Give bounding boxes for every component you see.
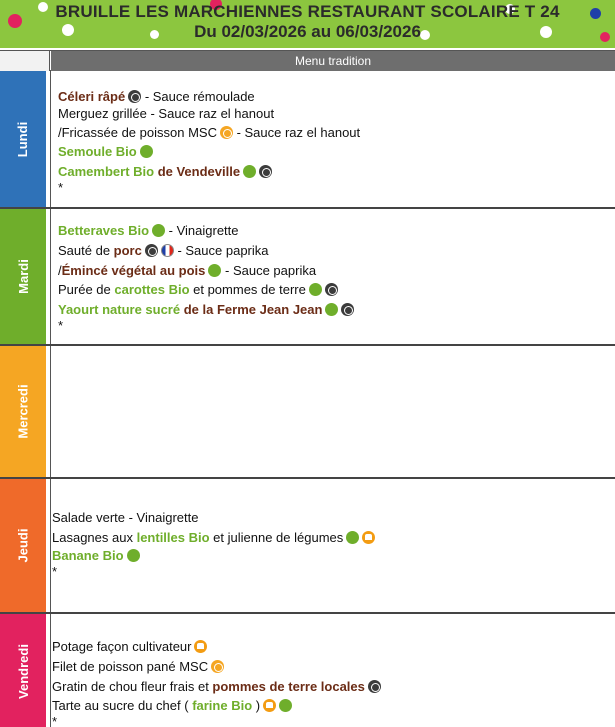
day-gap xyxy=(46,346,51,477)
dish-sauce: - Sauce paprika xyxy=(173,243,269,258)
dish-name: Sauté de xyxy=(58,243,114,258)
day-row-vendredi xyxy=(0,614,615,727)
menu-item xyxy=(52,510,198,526)
day-row-lundi xyxy=(0,71,615,209)
dish-name: Yaourt nature sucré xyxy=(58,302,181,317)
menu-note: * xyxy=(52,714,58,727)
fait-maison-icon xyxy=(263,699,276,712)
header-banner xyxy=(0,0,615,48)
dish-ingredient: lentilles Bio xyxy=(136,530,210,545)
menu-item xyxy=(52,548,140,564)
dish-name-rest: et julienne de légumes xyxy=(209,530,344,545)
day-tab-jeudi xyxy=(0,479,46,612)
bio-label-icon xyxy=(243,165,256,178)
day-gap xyxy=(46,614,51,727)
day-label: Vendredi xyxy=(15,643,31,699)
day-gap xyxy=(46,479,51,612)
bio-label-icon xyxy=(279,699,292,712)
dish-name: Purée de xyxy=(58,282,115,297)
day-label: Lundi xyxy=(15,121,31,157)
day-label: Mardi xyxy=(15,259,31,294)
menu-item xyxy=(58,282,338,298)
bio-label-icon xyxy=(309,283,322,296)
menu-item xyxy=(52,679,381,695)
header-corner xyxy=(0,51,50,71)
menu-note: * xyxy=(58,318,64,333)
day-tab-vendredi xyxy=(0,614,46,727)
bio-label-icon xyxy=(346,531,359,544)
bio-label-icon xyxy=(127,549,140,562)
dish-ingredient: carottes Bio xyxy=(114,282,190,297)
dish-name: Gratin de chou fleur frais et xyxy=(52,679,213,694)
day-tab-lundi xyxy=(0,71,46,207)
local-product-icon xyxy=(341,303,354,316)
day-body-vendredi xyxy=(52,614,611,727)
dish-origin: de la Ferme Jean Jean xyxy=(180,302,323,317)
local-product-icon xyxy=(128,90,141,103)
menu-item xyxy=(52,698,292,714)
menu-item xyxy=(52,639,207,655)
dish-name: Semoule Bio xyxy=(58,144,137,159)
day-body-mardi xyxy=(58,209,611,344)
day-gap xyxy=(46,209,51,344)
dish-sauce: - Sauce rémoulade xyxy=(141,89,255,104)
local-product-icon xyxy=(368,680,381,693)
menu-item xyxy=(58,89,255,105)
day-body-jeudi xyxy=(52,479,611,612)
menu-table xyxy=(0,50,615,727)
menu-note: * xyxy=(58,180,64,195)
date-range: Du 02/03/2026 au 06/03/2026 xyxy=(194,22,421,41)
dish-origin: porc xyxy=(113,243,142,258)
dish-name-rest: et pommes de terre xyxy=(189,282,306,297)
local-product-icon xyxy=(259,165,272,178)
french-flag-icon xyxy=(161,244,174,257)
local-product-icon xyxy=(145,244,158,257)
day-label: Jeudi xyxy=(15,528,31,563)
day-body-lundi xyxy=(58,71,611,207)
dish-name: Lasagnes aux xyxy=(52,530,137,545)
day-body-mercredi xyxy=(58,346,611,477)
bio-label-icon xyxy=(325,303,338,316)
page-title: BRUILLE LES MARCHIENNES RESTAURANT SCOLAIRE T 24 xyxy=(55,2,560,21)
dish-name: Banane Bio xyxy=(52,548,124,563)
dish-sauce: - Sauce raz el hanout xyxy=(232,125,361,140)
dish-name: Filet de poisson pané MSC xyxy=(52,659,209,674)
dish-sauce: - Sauce paprika xyxy=(221,263,317,278)
menu-item xyxy=(58,125,360,141)
day-gap xyxy=(46,71,51,207)
bio-label-icon xyxy=(208,264,221,277)
day-row-mercredi xyxy=(0,346,615,479)
dish-name: Céleri râpé xyxy=(58,89,126,104)
local-product-icon xyxy=(325,283,338,296)
dish-ingredient: pommes de terre locales xyxy=(212,679,365,694)
bio-label-icon xyxy=(152,224,165,237)
menu-item xyxy=(58,164,272,180)
dish-name-rest: ) xyxy=(252,698,261,713)
dish-name: Tarte au sucre du chef ( xyxy=(52,698,193,713)
menu-item xyxy=(58,223,239,239)
menu-column-header: Menu tradition xyxy=(51,51,615,71)
dish-name: /Fricassée de poisson MSC xyxy=(58,125,217,140)
fait-maison-icon xyxy=(194,640,207,653)
dish-name: Potage façon cultivateur xyxy=(52,639,192,654)
dish-name: Camembert Bio xyxy=(58,164,155,179)
menu-note: * xyxy=(52,564,58,579)
menu-item xyxy=(58,106,274,122)
menu-item xyxy=(58,263,316,279)
msc-label-icon xyxy=(211,660,224,673)
fait-maison-icon xyxy=(362,531,375,544)
dish-name: Betteraves Bio xyxy=(58,223,150,238)
dish-sauce: - Vinaigrette xyxy=(165,223,239,238)
dish-name: Salade verte - Vinaigrette xyxy=(52,510,199,525)
menu-item xyxy=(52,659,224,675)
menu-item xyxy=(58,243,269,259)
bio-label-icon xyxy=(140,145,153,158)
menu-item xyxy=(52,530,375,546)
day-tab-mercredi xyxy=(0,346,46,477)
dish-prefix: / xyxy=(58,263,62,278)
dish-ingredient: farine Bio xyxy=(192,698,253,713)
day-row-mardi xyxy=(0,209,615,346)
day-label: Mercredi xyxy=(15,384,31,439)
dish-name: Merguez grillée - Sauce raz el hanout xyxy=(58,106,275,121)
day-tab-mardi xyxy=(0,209,46,344)
menu-item xyxy=(58,302,354,318)
column-header-row xyxy=(0,51,615,71)
day-row-jeudi xyxy=(0,479,615,614)
msc-label-icon xyxy=(220,126,233,139)
dish-name: Émincé végétal au pois xyxy=(61,263,206,278)
dish-origin: de Vendeville xyxy=(154,164,241,179)
menu-item xyxy=(58,144,153,160)
